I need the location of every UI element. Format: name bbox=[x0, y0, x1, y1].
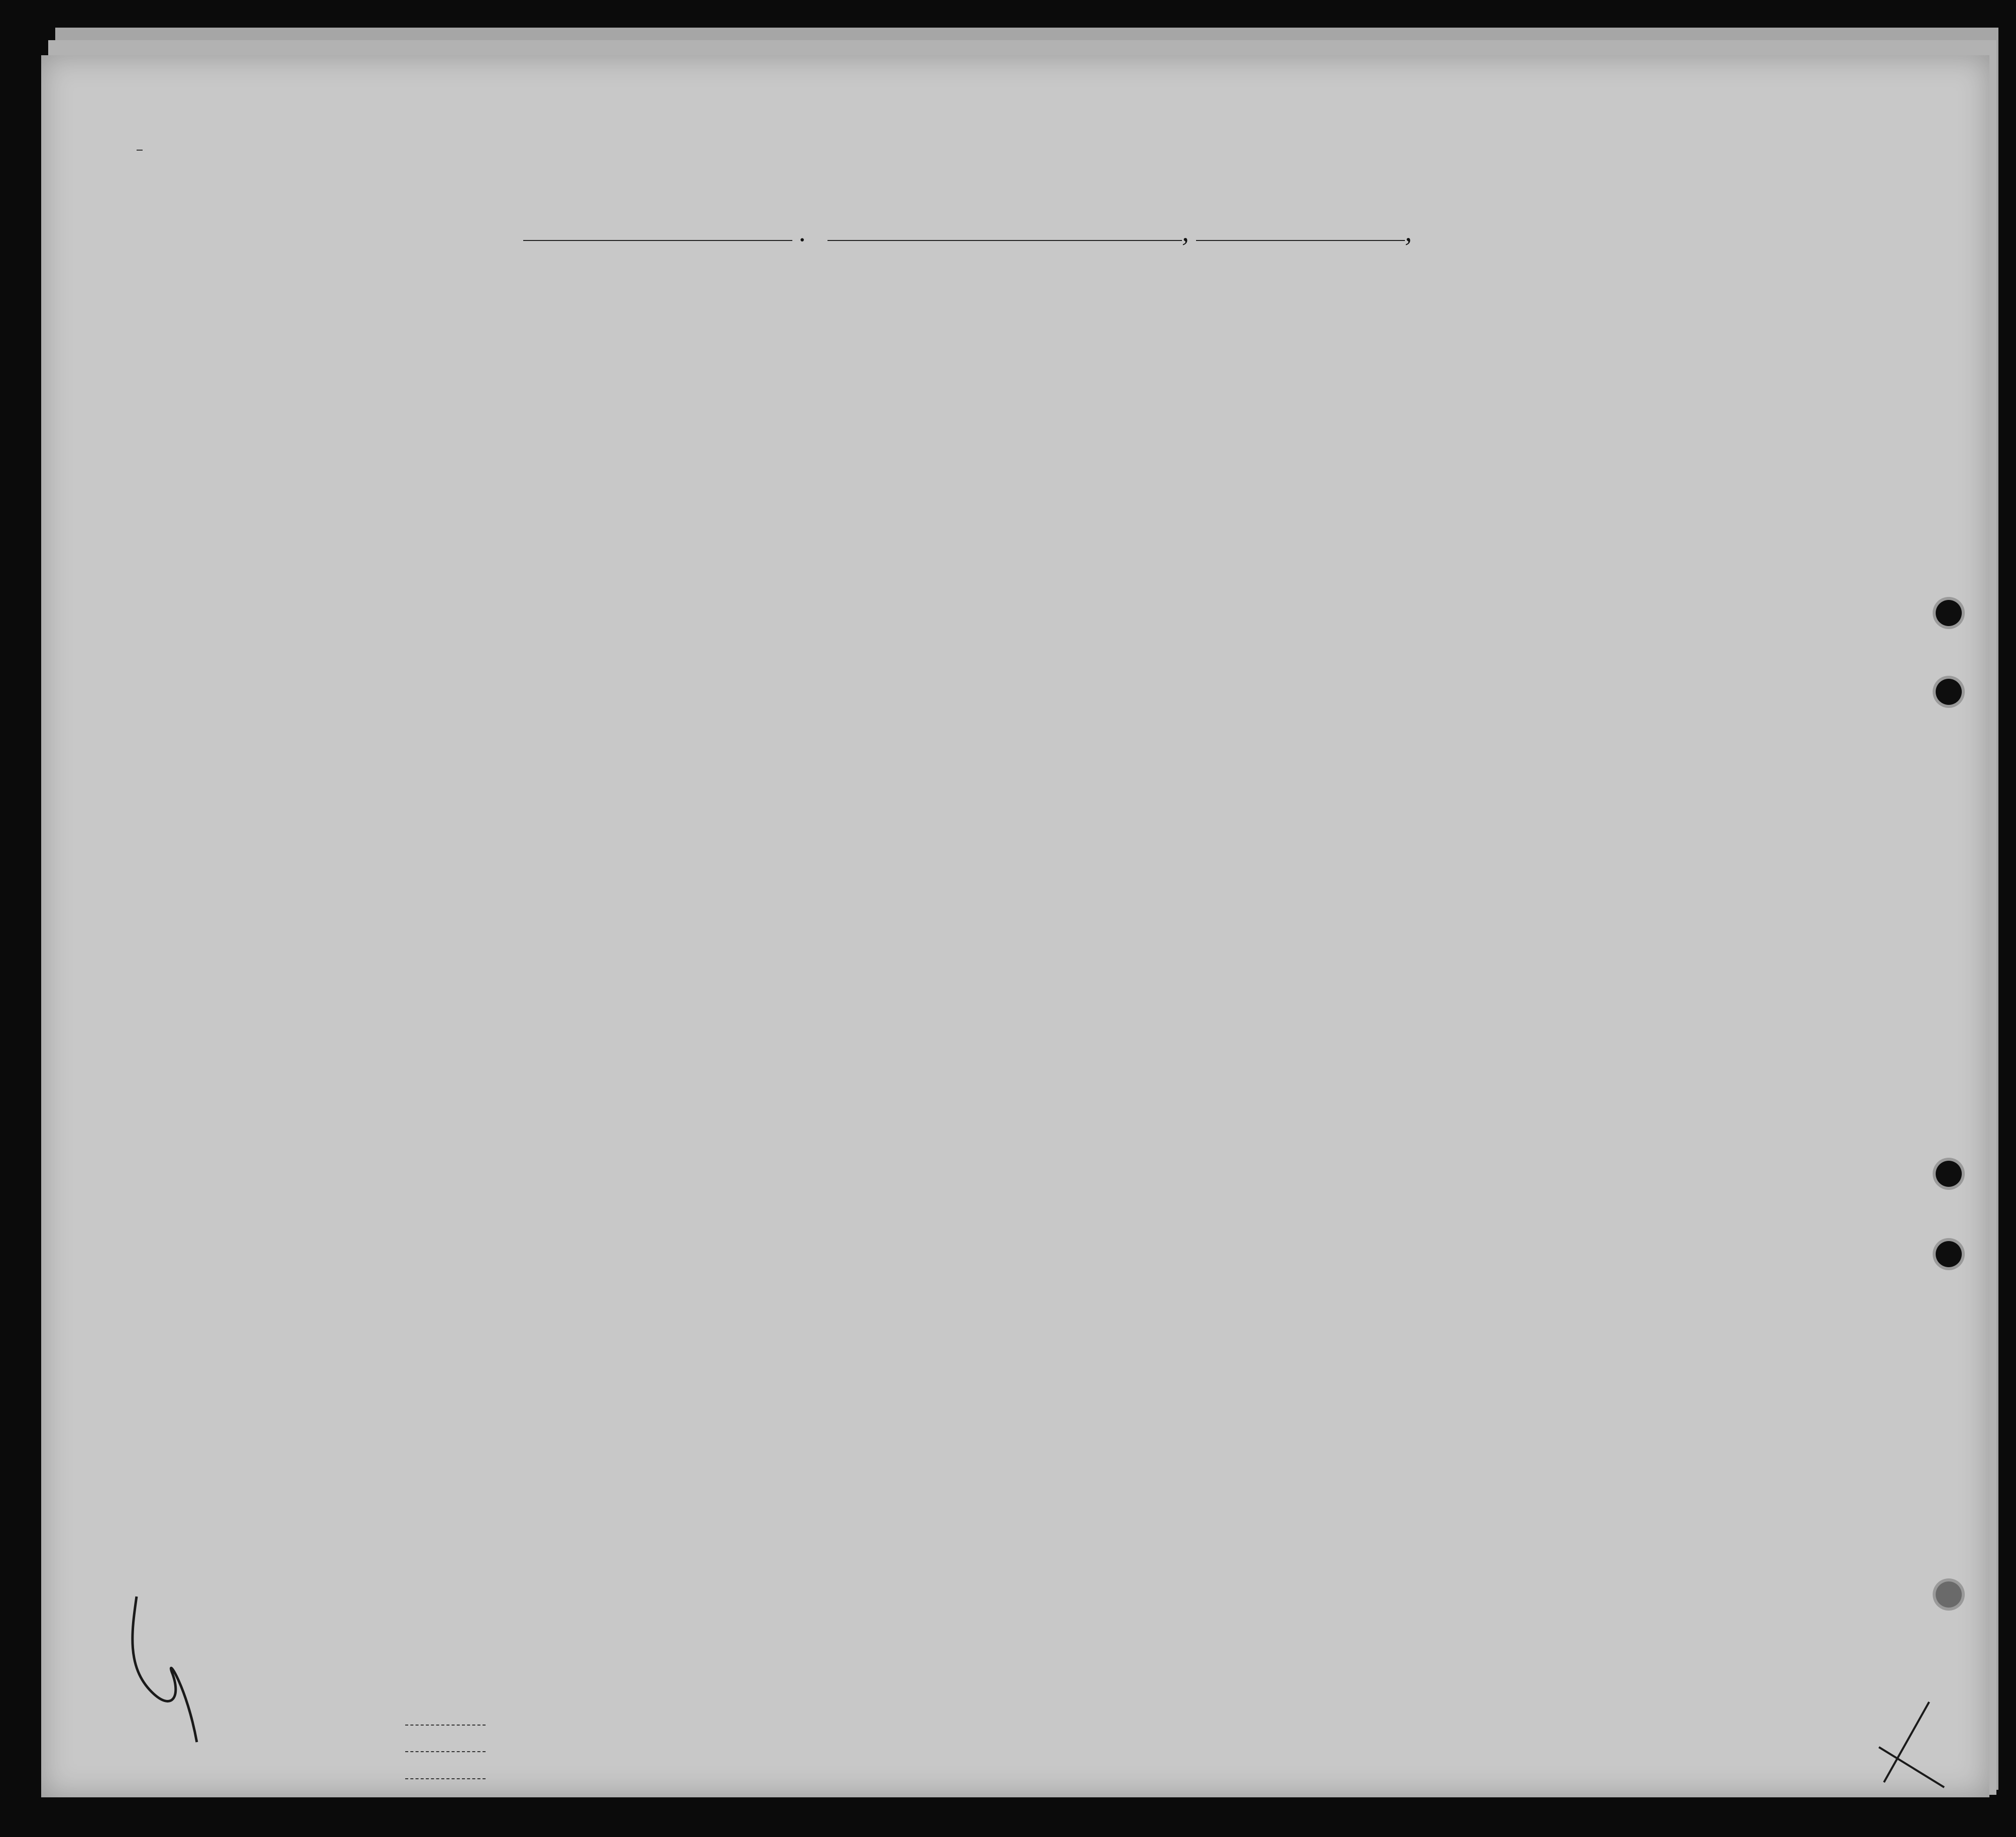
list-line bbox=[137, 128, 143, 151]
ship-line: . , , bbox=[523, 216, 1412, 248]
port bbox=[827, 240, 1182, 241]
binder-hole bbox=[1936, 600, 1962, 626]
binder-hole bbox=[1936, 1161, 1962, 1187]
handwritten-check-mark bbox=[116, 1586, 207, 1752]
total-line bbox=[405, 1725, 486, 1726]
aliens-line bbox=[405, 1778, 486, 1779]
citizens-line bbox=[405, 1751, 486, 1752]
manifest-grid bbox=[41, 55, 1989, 1797]
list-value bbox=[137, 133, 143, 151]
sailing-date bbox=[1196, 240, 1405, 241]
binder-hole bbox=[1936, 1581, 1962, 1608]
binder-hole bbox=[1936, 1241, 1962, 1267]
handwritten-x-mark bbox=[1864, 1692, 1949, 1792]
ship-name bbox=[523, 240, 792, 241]
binder-hole bbox=[1936, 679, 1962, 705]
manifest-sheet bbox=[41, 55, 1989, 1797]
